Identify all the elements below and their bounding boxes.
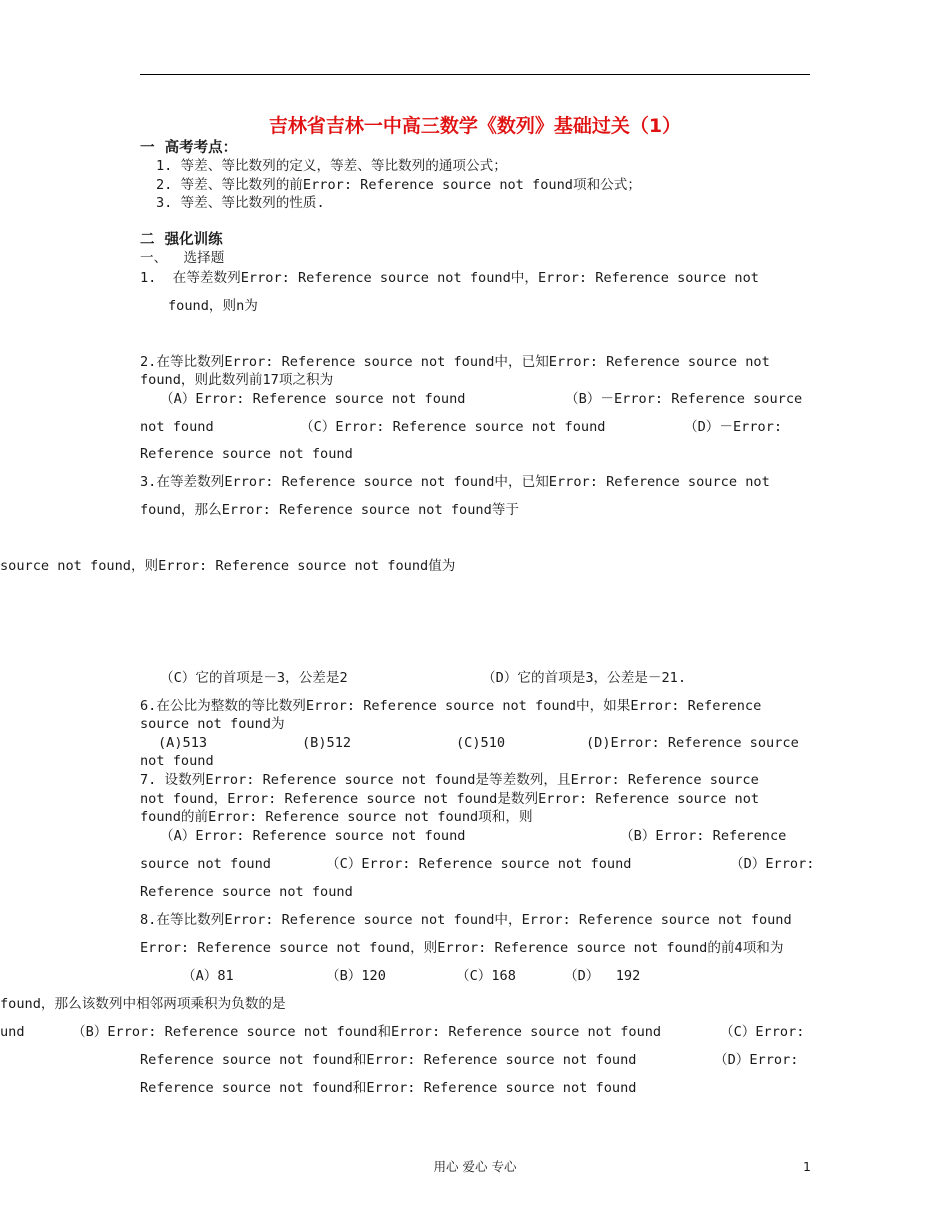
question-8-option-d: （D） 192 <box>564 968 641 984</box>
question-6-option-d: (D)Error: Reference source <box>586 735 799 751</box>
question-7-line-2: not found，Error: Reference source not found是数列Error: Reference source not <box>140 791 760 807</box>
question-4-fragment: source not found，则Error: Reference source not found值为 <box>0 558 456 574</box>
question-8-line-2: Error: Reference source not found，则Error: Reference source not found的前4项和为 <box>140 940 784 956</box>
question-6-option-c: (C)510 <box>456 735 506 751</box>
question-1-line-1: 1. 在等差数列Error: Reference source not found中，Error: Reference source not <box>140 270 759 286</box>
section-heading-exam-points: 一 高考考点： <box>140 140 238 156</box>
question-1-line-2: found，则n为 <box>168 298 258 314</box>
question-9-option-c: （C）Error: <box>720 1024 805 1040</box>
question-2-line-1: 2.在等比数列Error: Reference source not found中，已知Error: Reference source not <box>140 354 770 370</box>
question-8-option-a: （A）81 <box>182 968 234 984</box>
question-7-line-5: source not found <box>140 856 271 872</box>
question-8-option-b: （B）120 <box>326 968 386 984</box>
question-5-option-d: （D）它的首项是3，公差是－21. <box>482 670 687 686</box>
question-7-option-b: （B）Error: Reference <box>620 828 787 844</box>
question-2-line-5: Reference source not found <box>140 446 353 462</box>
question-8-line-1: 8.在等比数列Error: Reference source not found中，Error: Reference source not found <box>140 912 792 928</box>
question-3-line-2: found，那么Error: Reference source not found等于 <box>140 502 519 518</box>
question-2-option-a: （A）Error: Reference source not found <box>160 391 466 407</box>
question-9-line-3: Reference source not found和Error: Reference source not found <box>140 1052 637 1068</box>
question-6-line-2: source not found为 <box>140 716 285 732</box>
question-6-line-4: not found <box>140 753 214 769</box>
question-5-option-c: （C）它的首项是－3，公差是2 <box>160 670 348 686</box>
question-7-line-1: 7. 设数列Error: Reference source not found是等差数列，且Error: Reference source <box>140 772 759 788</box>
question-2-line-4: not found <box>140 419 214 435</box>
question-9-option-b: （B）Error: Reference source not found和Error: Reference source not found <box>72 1024 662 1040</box>
exam-point-1: 1. 等差、等比数列的定义，等差、等比数列的通项公式； <box>156 158 507 174</box>
footer-motto: 用心 爱心 专心 <box>433 1159 517 1174</box>
question-9-option-d: （D）Error: <box>714 1052 799 1068</box>
question-2-option-c: （C）Error: Reference source not found <box>300 419 606 435</box>
question-7-option-d: （D）Error: <box>730 856 815 872</box>
question-9-line-1: found，那么该数列中相邻两项乘积为负数的是 <box>0 996 286 1012</box>
question-2-option-d: （D）－Error: <box>684 419 783 435</box>
header-rule <box>140 74 810 75</box>
exam-point-2: 2. 等差、等比数列的前Error: Reference source not found项和公式； <box>156 177 641 193</box>
question-6-option-a: (A)513 <box>158 735 208 751</box>
question-6-option-b: (B)512 <box>302 735 352 751</box>
question-9-line-2-fragment: und <box>0 1024 25 1040</box>
page-title: 吉林省吉林一中高三数学《数列》基础过关（1） <box>268 115 682 137</box>
question-7-line-6: Reference source not found <box>140 884 353 900</box>
question-9-line-4: Reference source not found和Error: Reference source not found <box>140 1080 637 1096</box>
question-8-option-c: （C）168 <box>456 968 516 984</box>
exam-point-3: 3. 等差、等比数列的性质. <box>156 195 325 211</box>
question-7-line-3: found的前Error: Reference source not found项和，则 <box>140 809 533 825</box>
subsection-multiple-choice: 一、 选择题 <box>140 250 225 266</box>
question-7-option-c: （C）Error: Reference source not found <box>326 856 632 872</box>
question-2-option-b: （B）－Error: Reference source <box>565 391 803 407</box>
question-7-option-a: （A）Error: Reference source not found <box>160 828 466 844</box>
question-6-line-1: 6.在公比为整数的等比数列Error: Reference source not found中，如果Error: Reference <box>140 698 762 714</box>
section-heading-training: 二 强化训练 <box>140 232 223 248</box>
question-2-line-2: found，则此数列前17项之积为 <box>140 372 334 388</box>
page-number: 1 <box>803 1159 811 1174</box>
question-3-line-1: 3.在等差数列Error: Reference source not found中，已知Error: Reference source not <box>140 474 770 490</box>
